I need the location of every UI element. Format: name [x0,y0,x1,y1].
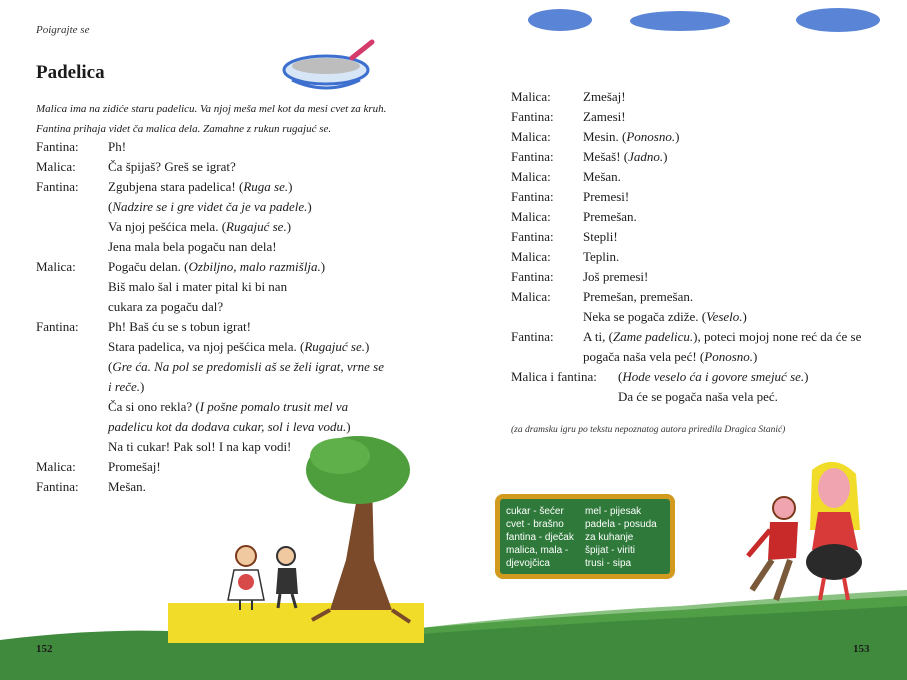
speech-text: ( [108,199,113,214]
glossary-column [506,505,585,568]
glossary-entry: špijat - viriti [585,545,636,556]
speech-lines [583,227,618,247]
speech-lines [108,477,146,497]
speech-line [108,337,384,357]
speech-lines [583,247,619,267]
running-head: Poigrajte se [36,24,90,36]
speech-lines [618,367,809,407]
speech-text: Stara padelica, va njoj pešćica mela. ( [108,339,305,354]
speech-text: ) [346,419,351,434]
speech-lines [108,137,126,157]
glossary-entry: cukar - šećer [506,506,564,517]
glossary-entry: djevojčica [506,558,550,569]
stage-direction: Rugajuć se. [226,219,287,234]
speech-lines [583,167,621,187]
speech-text: ) [742,309,747,324]
speaker-name: Malica: [511,129,551,144]
dialogue-turn [511,327,861,367]
speech-text: ) [675,129,680,144]
speech-line [108,457,161,477]
speech-line [108,377,384,397]
speech-text: ) [288,179,293,194]
speech-lines [583,187,629,207]
speech-line [583,87,626,107]
dialogue-turn [511,367,861,407]
dialogue-turn [511,207,861,227]
speech-text: Promešaj! [108,459,161,474]
speech-lines [583,267,648,287]
glossary-entry: za kuhanje [585,532,634,543]
dialogue-turn [511,147,861,167]
speaker-name: Fantina: [511,229,554,244]
speaker-name: Fantina: [511,269,554,284]
speech-text: ) [286,219,292,234]
dialogue-turn [36,457,384,477]
speech-text: ), poteci mojoj none reć da će se [693,329,862,344]
speech-line [583,247,619,267]
speech-text: Zamesi! [583,109,626,124]
glossary-entry: fantina - dječak [506,532,574,543]
speech-line [583,307,747,327]
speech-text: Zgubjena stara padelica! ( [108,179,244,194]
speech-line [108,257,325,277]
speech-text: Ph! Baš ću se s tobun igrat! [108,319,251,334]
speech-text: Jena mala bela pogaču nan dela! [108,239,277,254]
stage-direction-intro [36,99,416,139]
speaker-name: Malica: [511,169,551,184]
page-number-left: 152 [36,643,53,655]
speech-line [583,267,648,287]
speech-line [583,287,747,307]
speech-text: ) [365,339,370,354]
stage-direction: Zame padelicu. [612,329,694,344]
speech-text: Stepli! [583,229,618,244]
speech-text: Va njoj pešćica mela. ( [108,219,227,234]
speaker-name: Malica: [511,209,551,224]
stage-direction: Ponosno. [626,129,676,144]
speech-text: Mesin. ( [583,129,627,144]
speech-line [108,297,325,317]
speech-text: Teplin. [583,249,620,264]
speech-lines [583,327,861,367]
speech-text: ) [804,369,809,384]
speech-line [108,157,236,177]
speech-text: ) [663,149,668,164]
speaker-name: Malica: [36,459,76,474]
speech-text: ) [140,379,145,394]
speaker-name: Fantina: [36,139,79,154]
speech-text: Mešaš! ( [583,149,629,164]
intro-line: Malica ima na zidiće staru padelicu. Va njoj meša mel kot da mesi cvet za kruh. [36,103,387,115]
dialogue-turn [511,127,861,147]
glossary-entry: trusi - sipa [585,558,632,569]
dialogue-turn [511,287,861,327]
dialogue-left [36,137,384,497]
speech-text: Mešan. [583,169,621,184]
speech-line [583,107,626,127]
speech-lines [583,287,747,327]
dialogue-turn [511,187,861,207]
speech-lines [583,107,626,127]
speaker-name: Fantina: [511,149,554,164]
dialogue-turn [511,107,861,127]
speaker-name: Malica: [511,89,551,104]
speech-text: ( [108,359,113,374]
speech-text: Premesi! [583,189,630,204]
speech-line [108,477,146,497]
speech-line [583,147,668,167]
speech-text: Premešan. [583,209,637,224]
speaker-name: Fantina: [36,319,79,334]
stage-direction: I pošne pomalo trusit mel va [199,399,349,414]
speech-line [108,397,384,417]
speech-lines [108,157,236,177]
speech-line [618,367,809,387]
speech-lines [583,147,668,167]
speech-lines [108,177,312,257]
speaker-name: Fantina: [511,189,554,204]
speech-text: A ti, ( [583,329,613,344]
speech-line [108,177,312,197]
speech-line [583,207,637,227]
speech-lines [108,317,384,457]
speech-line [583,227,618,247]
dialogue-turn [511,247,861,267]
speaker-name: Fantina: [511,329,554,344]
dialogue-turn [511,87,861,107]
speech-line [108,197,312,217]
speech-text: Zmešaj! [583,89,626,104]
glossary-entry: padela - posuda [585,519,657,530]
speech-text: Ča špijaš? Greš se igrat? [108,159,236,174]
speech-line [108,277,325,297]
intro-line: Fantina prihaja videt ča malica dela. Zamahne z rukun rugajuć se. [36,123,332,135]
speech-lines [108,457,161,477]
stage-direction: Nadzire se i gre videt ča je va padele. [112,199,308,214]
speech-line [108,137,126,157]
stage-direction: i reče. [108,379,140,394]
dialogue-turn [36,177,384,257]
stage-direction: Veselo. [706,309,743,324]
speaker-name: Malica i fantina: [511,369,597,384]
dialogue-turn [36,317,384,457]
stage-direction: Rugajuć se. [304,339,366,354]
speech-text: Biš malo šal i mater pital ki bi nan [108,279,288,294]
stage-direction: padelicu kot da dodava cukar, sol i leva vodu. [108,419,347,434]
speech-text: ) [307,199,312,214]
dialogue-turn [36,137,384,157]
speech-line [108,417,384,437]
speaker-name: Fantina: [511,109,554,124]
dialogue-turn [511,227,861,247]
speech-text: pogača naša vela peć! ( [583,349,705,364]
speech-lines [108,257,325,317]
stage-direction: Hode veselo ća i govore smejuć se. [622,369,805,384]
glossary-entry: malica, mala - [506,545,569,556]
glossary-entry: mel - pijesak [585,506,642,517]
speech-text: ) [320,259,326,274]
stage-direction: Jadno. [628,149,664,164]
speech-line [583,187,629,207]
credit-note: (za dramsku igru po tekstu nepoznatog autora priredila Dragica Stanić) [511,425,786,435]
speech-text: Da će se pogača naša vela peć. [618,389,778,404]
speech-line [583,347,861,367]
speech-line [108,317,384,337]
speech-line [108,237,312,257]
speech-lines [583,87,626,107]
speech-line [108,217,312,237]
dialogue-right [511,87,861,407]
speech-text: Ph! [108,139,127,154]
dialogue-turn [36,157,384,177]
speech-text: ( [618,369,623,384]
speech-text: Premešan, premešan. [583,289,694,304]
speaker-name: Malica: [511,289,551,304]
glossary-chalkboard [495,494,675,579]
speech-line [108,437,384,457]
speech-lines [583,127,679,147]
stage-direction: Ruga se. [243,179,289,194]
speech-line [583,327,861,347]
speech-line [108,357,384,377]
stage-direction: Gre ća. Na pol se predomisli aš se želi igrat, vrne se [112,359,384,374]
speech-text: Na ti cukar! Pak sol! I na kap vodi! [108,439,292,454]
speech-text: Pogaču delan. ( [108,259,189,274]
page-number-right: 153 [853,643,870,655]
stage-direction: Ponosno. [704,349,754,364]
glossary-column [585,505,664,568]
speech-text: Neka se pogača zdiže. ( [583,309,707,324]
speech-text: ) [753,349,758,364]
speech-line [583,167,621,187]
speech-text: cukara za pogaču dal? [108,299,224,314]
speaker-name: Malica: [36,259,76,274]
speech-line [618,387,809,407]
dialogue-turn [36,477,384,497]
speaker-name: Fantina: [36,179,79,194]
speech-lines [583,207,637,227]
stage-direction: Ozbiljno, malo razmišlja. [188,259,321,274]
speech-line [583,127,679,147]
dialogue-turn [511,167,861,187]
speaker-name: Fantina: [36,479,79,494]
speech-text: Ča si ono rekla? ( [108,399,200,414]
left-page [0,0,453,680]
dialogue-turn [511,267,861,287]
glossary-entry: cvet - brašno [506,519,564,530]
speech-text: Još premesi! [583,269,649,284]
speaker-name: Malica: [511,249,551,264]
speech-text: Mešan. [108,479,146,494]
speaker-name: Malica: [36,159,76,174]
dialogue-turn [36,257,384,317]
page-title: Padelica [36,62,105,83]
